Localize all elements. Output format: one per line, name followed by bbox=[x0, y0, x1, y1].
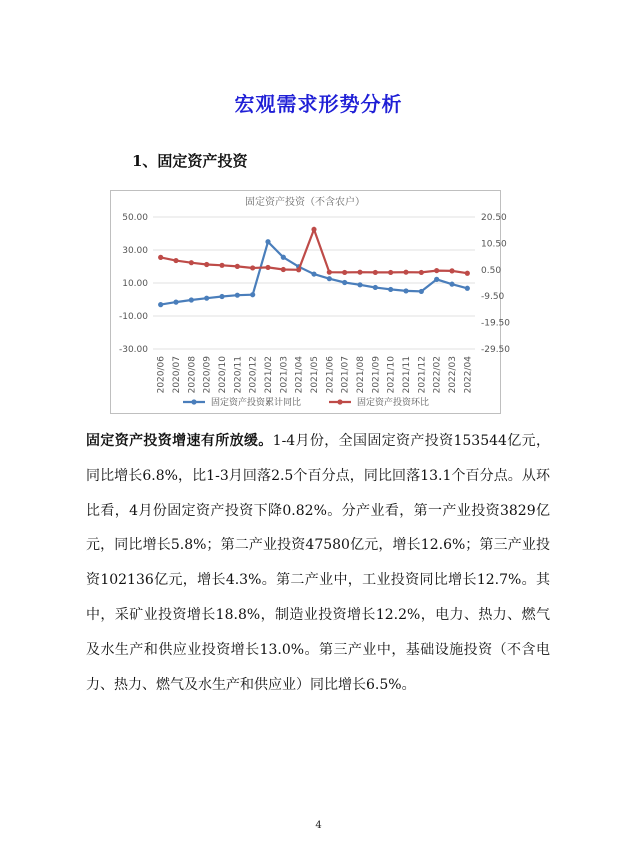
left-axis-tick-label: -30.00 bbox=[118, 345, 148, 355]
x-axis-tick-label: 2020/12 bbox=[248, 356, 259, 394]
series-2-point bbox=[265, 265, 270, 270]
series-1-point bbox=[250, 292, 255, 297]
series-2-point bbox=[327, 270, 332, 275]
series-1-point bbox=[434, 277, 439, 282]
x-axis-tick-label: 2020/06 bbox=[156, 356, 167, 394]
section-heading: 1、固定资产投资 bbox=[132, 152, 248, 170]
legend-marker-2 bbox=[337, 399, 342, 404]
x-axis-tick-label: 2021/05 bbox=[310, 356, 320, 394]
left-axis-tick-label: 30.00 bbox=[122, 246, 148, 256]
x-axis-tick-label: 2020/11 bbox=[233, 356, 244, 394]
x-axis-ticks bbox=[157, 356, 474, 394]
series-2-point bbox=[281, 267, 286, 272]
series-1-point bbox=[204, 296, 209, 301]
series-2-point bbox=[388, 270, 393, 275]
legend-label-2: 固定资产投资环比 bbox=[357, 398, 430, 408]
paragraph-body: 1-4月份，全国固定资产投资153544亿元，同比增长6.8%，比1-3月回落2.5个百分点，同比回落13.1个百分点。从环比看，4月份固定资产投资下降0.82%。分产业看，第一产业投资3829亿元，同比增长5.8%；第二产业投资47580亿元，增长12.6%；第三产业投资102136亿元，增长4.3%。第二产业中，工业投资同比增长12.7%。其中，采矿业投资增长18.8%，制造业投资增长12.2%，电力、热力、燃气及水生产和供应业投资增长13.0%。第三产业中，基础设施投资（不含电力、热力、燃气及水生产和供应业）同比增长6.5%。 bbox=[86, 433, 551, 693]
series-2-point bbox=[235, 264, 240, 269]
x-axis-tick-label: 2020/09 bbox=[202, 356, 213, 394]
x-axis-tick-label: 2021/11 bbox=[402, 356, 412, 394]
series-2-point bbox=[342, 270, 347, 275]
series-1-point bbox=[327, 276, 332, 281]
x-axis-tick-label: 2022/04 bbox=[463, 356, 474, 394]
x-axis-tick-label: 2021/10 bbox=[386, 356, 397, 394]
chart-series bbox=[158, 227, 470, 307]
x-axis-tick-label: 2022/03 bbox=[448, 356, 458, 394]
right-axis-tick-label: 10.50 bbox=[481, 239, 507, 250]
x-axis-tick-label: 2021/09 bbox=[371, 356, 382, 394]
chart-svg bbox=[111, 191, 511, 413]
x-axis-tick-label: 2022/02 bbox=[432, 356, 443, 394]
series-2-point bbox=[173, 258, 178, 263]
document-title: 宏观需求形势分析 bbox=[234, 92, 403, 116]
right-axis-tick-label: 0.50 bbox=[481, 265, 502, 276]
right-axis-ticks bbox=[481, 213, 510, 355]
right-axis-tick-label: -9.50 bbox=[481, 292, 505, 303]
series-1-point bbox=[357, 282, 362, 287]
x-axis-tick-label: 2020/10 bbox=[218, 356, 228, 394]
left-axis-ticks bbox=[119, 213, 148, 355]
series-2-point bbox=[373, 270, 378, 275]
chart-title: 固定资产投资（不含农户） bbox=[245, 197, 365, 208]
legend-marker-1 bbox=[191, 399, 196, 404]
paragraph-lead: 固定资产投资增速有所放缓。 bbox=[86, 433, 273, 449]
x-axis-tick-label: 2020/07 bbox=[172, 356, 182, 394]
series-2-point bbox=[296, 267, 301, 272]
series-1-point bbox=[189, 297, 194, 302]
x-axis-tick-label: 2021/12 bbox=[417, 356, 428, 394]
series-1-point bbox=[158, 302, 163, 307]
series-2-point bbox=[403, 270, 408, 275]
body-paragraph bbox=[86, 424, 550, 702]
series-1-point bbox=[219, 294, 224, 299]
chart-legend bbox=[183, 396, 429, 408]
series-1-point bbox=[449, 282, 454, 287]
right-axis-tick-label: -19.50 bbox=[481, 318, 511, 329]
left-axis-tick-label: 10.00 bbox=[122, 279, 148, 289]
page-number: 4 bbox=[315, 820, 322, 831]
series-1-point bbox=[465, 286, 470, 291]
x-axis-tick-label: 2021/08 bbox=[356, 356, 366, 394]
series-1-point bbox=[265, 239, 270, 244]
legend-label-1: 固定资产投资累计同比 bbox=[211, 398, 302, 408]
series-1-point bbox=[342, 280, 347, 285]
x-axis-tick-label: 2021/06 bbox=[325, 356, 336, 394]
fixed-asset-investment-chart bbox=[110, 190, 511, 414]
series-2-point bbox=[158, 255, 163, 260]
series-1-point bbox=[403, 288, 408, 293]
series-1-point bbox=[388, 287, 393, 292]
series-1-point bbox=[173, 300, 178, 305]
series-2-point bbox=[219, 263, 224, 268]
series-2-point bbox=[419, 270, 424, 275]
x-axis-tick-label: 2021/04 bbox=[294, 356, 305, 394]
right-axis-tick-label: 20.50 bbox=[481, 213, 507, 223]
series-2-point bbox=[357, 270, 362, 275]
series-1-point bbox=[311, 271, 316, 276]
left-axis-tick-label: -10.00 bbox=[118, 312, 148, 322]
x-axis-tick-label: 2020/08 bbox=[187, 356, 198, 394]
series-1-point bbox=[235, 293, 240, 298]
series-2-point bbox=[434, 268, 439, 273]
series-2-point bbox=[311, 227, 316, 232]
series-1-point bbox=[373, 285, 378, 290]
chart-grid bbox=[153, 217, 475, 349]
series-2-point bbox=[449, 268, 454, 273]
x-axis-tick-label: 2021/03 bbox=[279, 356, 290, 394]
right-axis-tick-label: -29.50 bbox=[481, 345, 511, 355]
x-axis-tick-label: 2021/07 bbox=[340, 356, 351, 394]
series-2-point bbox=[189, 260, 194, 265]
series-1-point bbox=[281, 255, 286, 260]
series-2-point bbox=[465, 271, 470, 276]
series-2-point bbox=[250, 265, 255, 270]
x-axis-tick-label: 2021/02 bbox=[264, 356, 274, 394]
series-1-point bbox=[419, 289, 424, 294]
series-2-point bbox=[204, 262, 209, 267]
left-axis-tick-label: 50.00 bbox=[122, 213, 148, 223]
